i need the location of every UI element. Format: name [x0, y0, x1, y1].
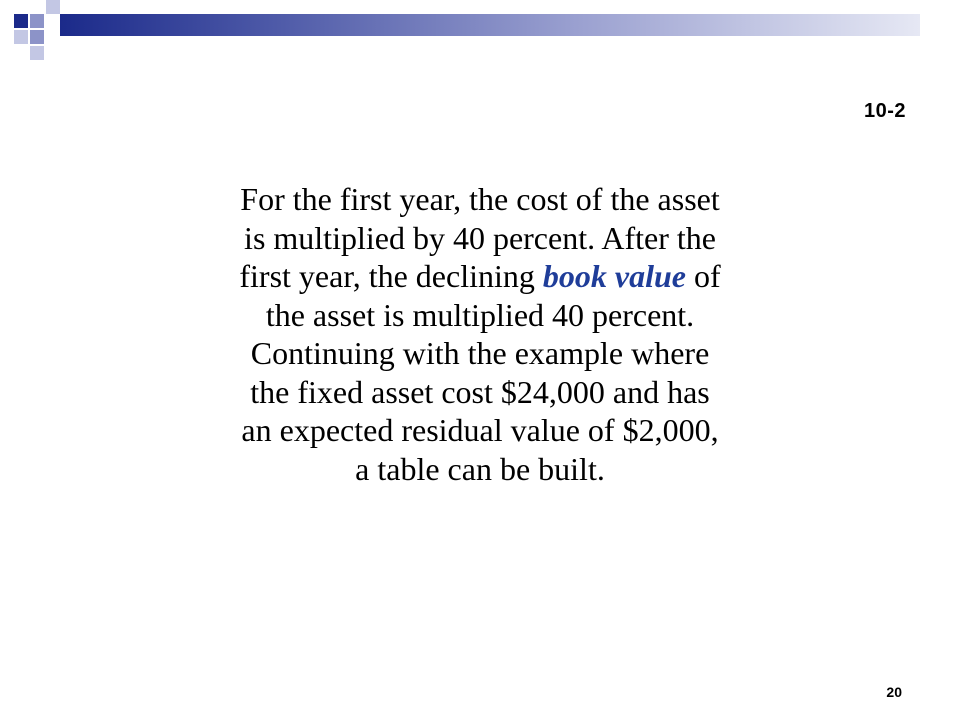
body-line: For the first year, the cost of the asset	[240, 181, 720, 217]
body-line: Continuing with the example where	[250, 335, 710, 371]
body-line: is multiplied by 40 percent. After the	[244, 219, 716, 256]
body-line	[150, 257, 810, 296]
key-term: book value	[542, 258, 686, 294]
body-line: the asset is multiplied 40 percent.	[265, 296, 695, 333]
decor-square-icon	[14, 30, 28, 44]
body-text-segment: first year, the declining	[239, 258, 543, 294]
decor-square-icon	[30, 30, 44, 44]
body-line: an expected residual value of $2,000,	[241, 412, 719, 448]
body-line: the fixed asset cost $24,000 and has	[250, 373, 710, 410]
page-number: 20	[886, 684, 902, 700]
body-paragraph	[150, 180, 810, 488]
slide-code: 10-2	[863, 100, 906, 122]
decor-square-icon	[30, 14, 44, 28]
decor-square-icon	[30, 46, 44, 60]
decor-square-icon	[46, 0, 60, 14]
header-gradient-bar	[60, 14, 920, 36]
body-text-segment: of	[685, 258, 721, 294]
decor-square-icon	[14, 14, 28, 28]
body-line: a table can be built.	[355, 450, 605, 487]
